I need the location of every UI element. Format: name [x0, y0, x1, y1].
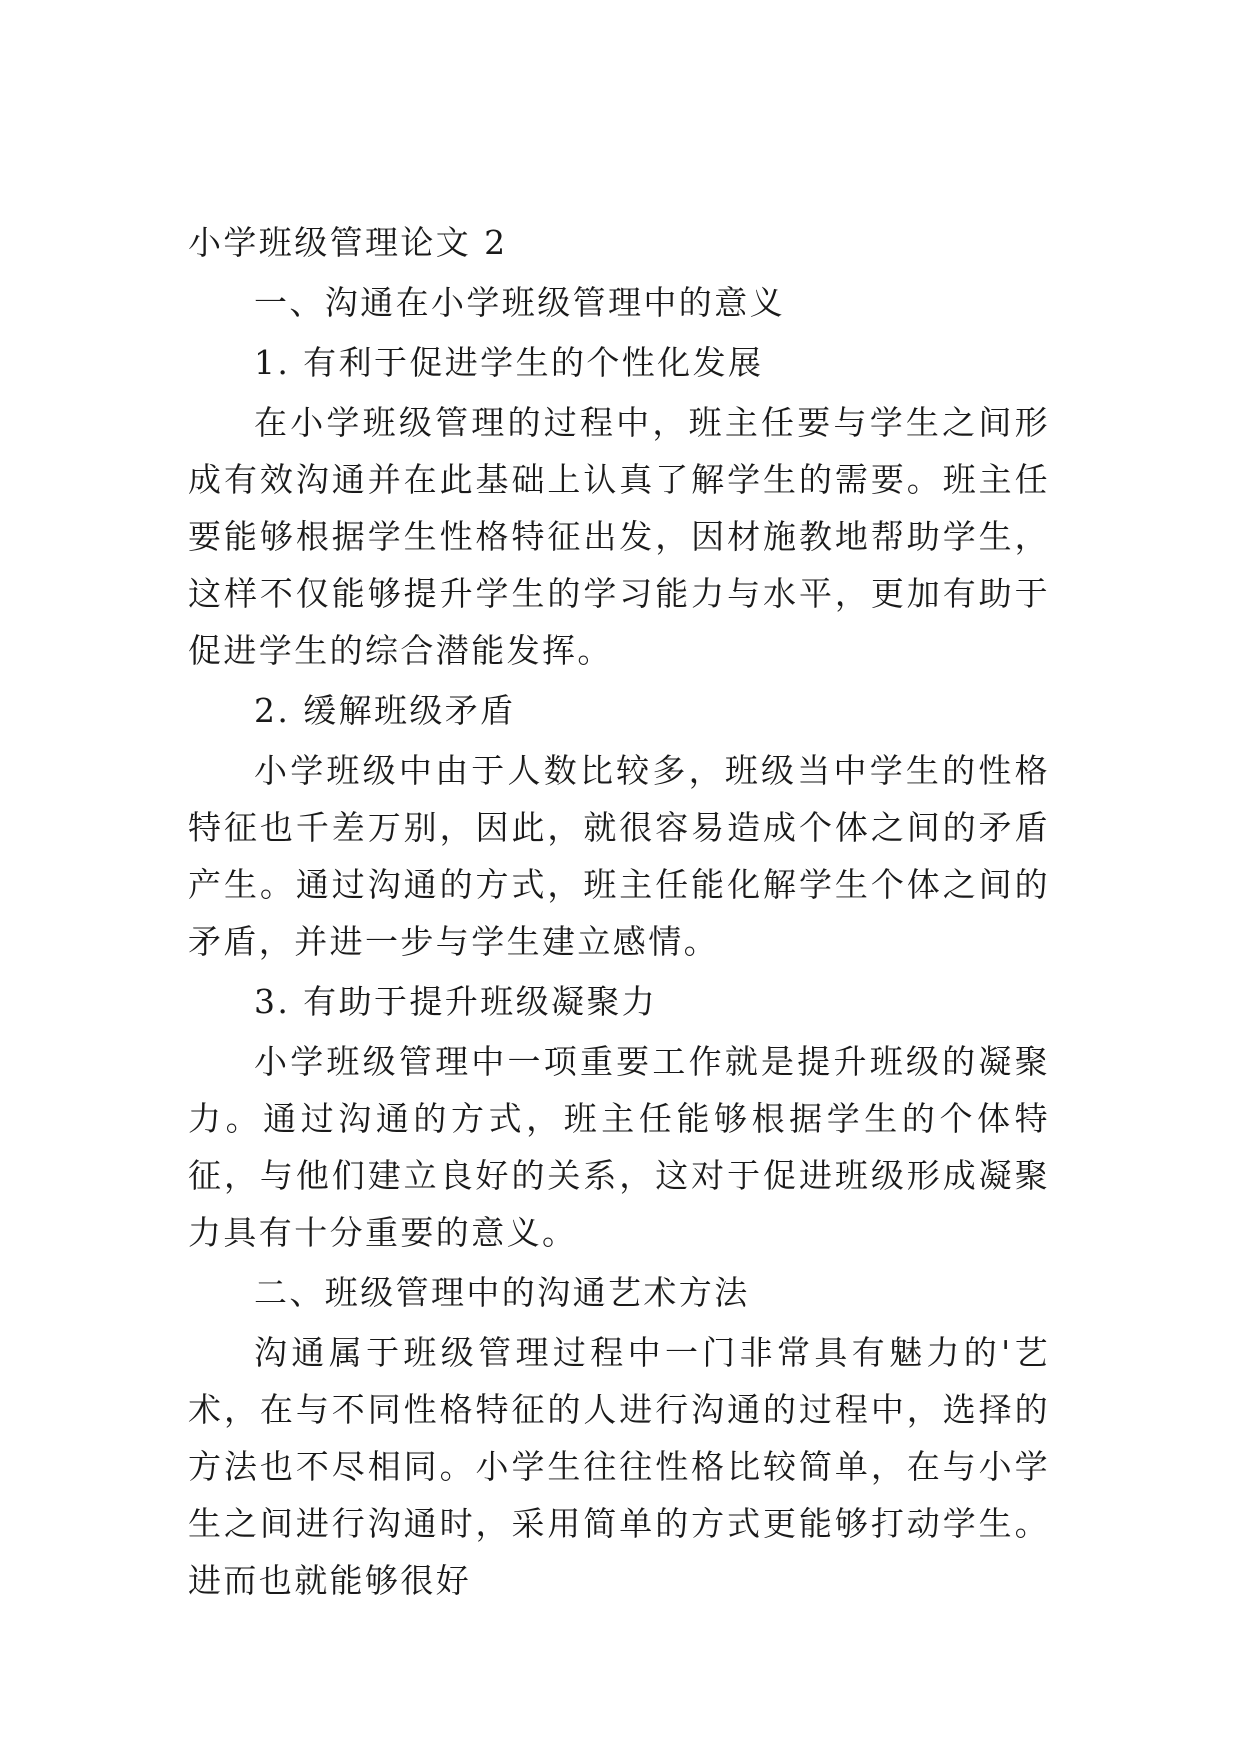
subsection-heading: 1. 有利于促进学生的个性化发展: [254, 343, 764, 382]
subsection-heading: 2. 缓解班级矛盾: [254, 691, 516, 730]
document-body: [188, 214, 1050, 1612]
paragraph: 小学班级管理中一项重要工作就是提升班级的凝聚力。通过沟通的方式，班主任能够根据学生的个体特征，与他们建立良好的关系，这对于促进班级形成凝聚力具有十分重要的意义。: [188, 1042, 1050, 1252]
paragraph: 在小学班级管理的过程中，班主任要与学生之间形成有效沟通并在此基础上认真了解学生的需要。班主任要能够根据学生性格特征出发，因材施教地帮助学生，这样不仅能够提升学生的学习能力与水平，更加有助于促进学生的综合潜能发挥。: [188, 403, 1050, 670]
paragraph: 沟通属于班级管理过程中一门非常具有魅力的'艺术，在与不同性格特征的人进行沟通的过程中，选择的方法也不尽相同。小学生往往性格比较简单，在与小学生之间进行沟通时，采用简单的方式更能够打动学生。进而也就能够很好: [188, 1333, 1050, 1600]
paragraph: 小学班级中由于人数比较多，班级当中学生的性格特征也千差万别，因此，就很容易造成个体之间的矛盾产生。通过沟通的方式，班主任能化解学生个体之间的矛盾，并进一步与学生建立感情。: [188, 751, 1050, 961]
section-heading: 一、沟通在小学班级管理中的意义: [254, 283, 785, 322]
subsection-heading: 3. 有助于提升班级凝聚力: [254, 982, 658, 1021]
document-title: 小学班级管理论文 2: [188, 223, 508, 262]
section-heading: 二、班级管理中的沟通艺术方法: [254, 1273, 750, 1312]
